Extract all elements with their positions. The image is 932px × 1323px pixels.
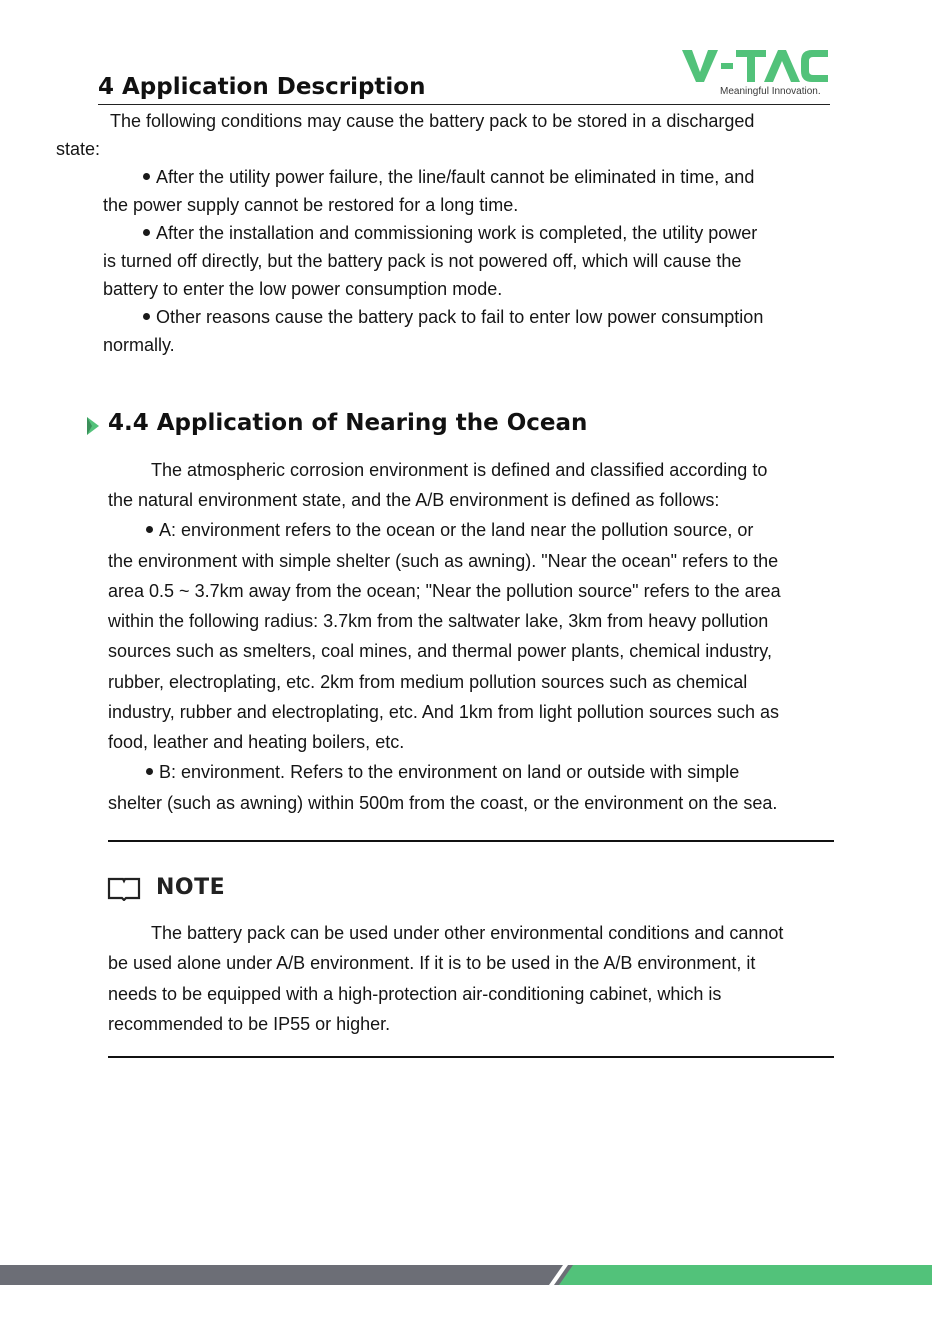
body-line: A: environment refers to the ocean or the land near the pollution source, or: [159, 520, 754, 540]
body-line: B: environment. Refers to the environment on land or outside with simple: [159, 762, 740, 782]
note-line: The battery pack can be used under other environmental conditions and cannot: [151, 923, 784, 943]
condition-text: Other reasons cause the battery pack to fail to enter low power consumption: [156, 307, 764, 327]
bullet-b: [146, 757, 739, 787]
condition-2-cont-1: is turned off directly, but the battery pack is not powered off, which will cause the: [103, 251, 742, 271]
condition-1-cont: the power supply cannot be restored for a long time.: [103, 195, 519, 215]
condition-3-cont: normally.: [103, 335, 175, 355]
bullet-a: [146, 515, 753, 545]
note-line: recommended to be IP55 or higher.: [108, 1014, 391, 1034]
body-line: the environment with simple shelter (such as awning). "Near the ocean" refers to the: [108, 551, 779, 571]
condition-text: After the installation and commissioning work is completed, the utility power: [156, 223, 758, 243]
footer-band-green: [0, 1265, 932, 1285]
condition-1: [143, 163, 754, 191]
note-label: NOTE: [156, 875, 226, 900]
condition-2: [143, 219, 757, 247]
title-underline: [98, 104, 830, 105]
subsection-title: 4.4 Application of Nearing the Ocean: [108, 410, 588, 436]
body-line: The atmospheric corrosion environment is defined and classified according to: [151, 460, 768, 480]
condition-2-cont-2: battery to enter the low power consumption mode.: [103, 279, 503, 299]
condition-3: [143, 303, 763, 331]
section-title: 4 Application Description: [98, 74, 426, 100]
body-line: within the following radius: 3.7km from the saltwater lake, 3km from heavy pollution: [108, 611, 769, 631]
body-line: food, leather and heating boilers, etc.: [108, 732, 405, 752]
note-top-rule: [108, 840, 834, 842]
body-line: shelter (such as awning) within 500m from the coast, or the environment on the sea.: [108, 793, 778, 813]
condition-text: After the utility power failure, the line/fault cannot be eliminated in time, and: [156, 167, 755, 187]
bullet-icon: [146, 526, 153, 533]
body-line: industry, rubber and electroplating, etc. And 1km from light pollution sources such as: [108, 702, 780, 722]
note-line: needs to be equipped with a high-protection air-conditioning cabinet, which is: [108, 984, 722, 1004]
body-line: area 0.5 ~ 3.7km away from the ocean; "Near the pollution source" refers to the area: [108, 581, 781, 601]
bullet-icon: [143, 229, 150, 236]
bullet-icon: [143, 173, 150, 180]
chevron-right-icon: [86, 416, 100, 436]
body-line: sources such as smelters, coal mines, and thermal power plants, chemical industry,: [108, 641, 772, 661]
bullet-icon: [146, 768, 153, 775]
note-bottom-rule: [108, 1056, 834, 1058]
body-line: the natural environment state, and the A/B environment is defined as follows:: [108, 490, 720, 510]
logo-tagline: Meaningful Innovation.: [720, 86, 821, 97]
intro-line-1: The following conditions may cause the battery pack to be stored in a discharged: [110, 111, 755, 131]
body-line: rubber, electroplating, etc. 2km from medium pollution sources such as chemical: [108, 672, 748, 692]
note-line: be used alone under A/B environment. If it is to be used in the A/B environment, it: [108, 953, 756, 973]
intro-line-2: state:: [56, 139, 101, 159]
bullet-icon: [143, 313, 150, 320]
open-book-icon: [107, 877, 141, 901]
